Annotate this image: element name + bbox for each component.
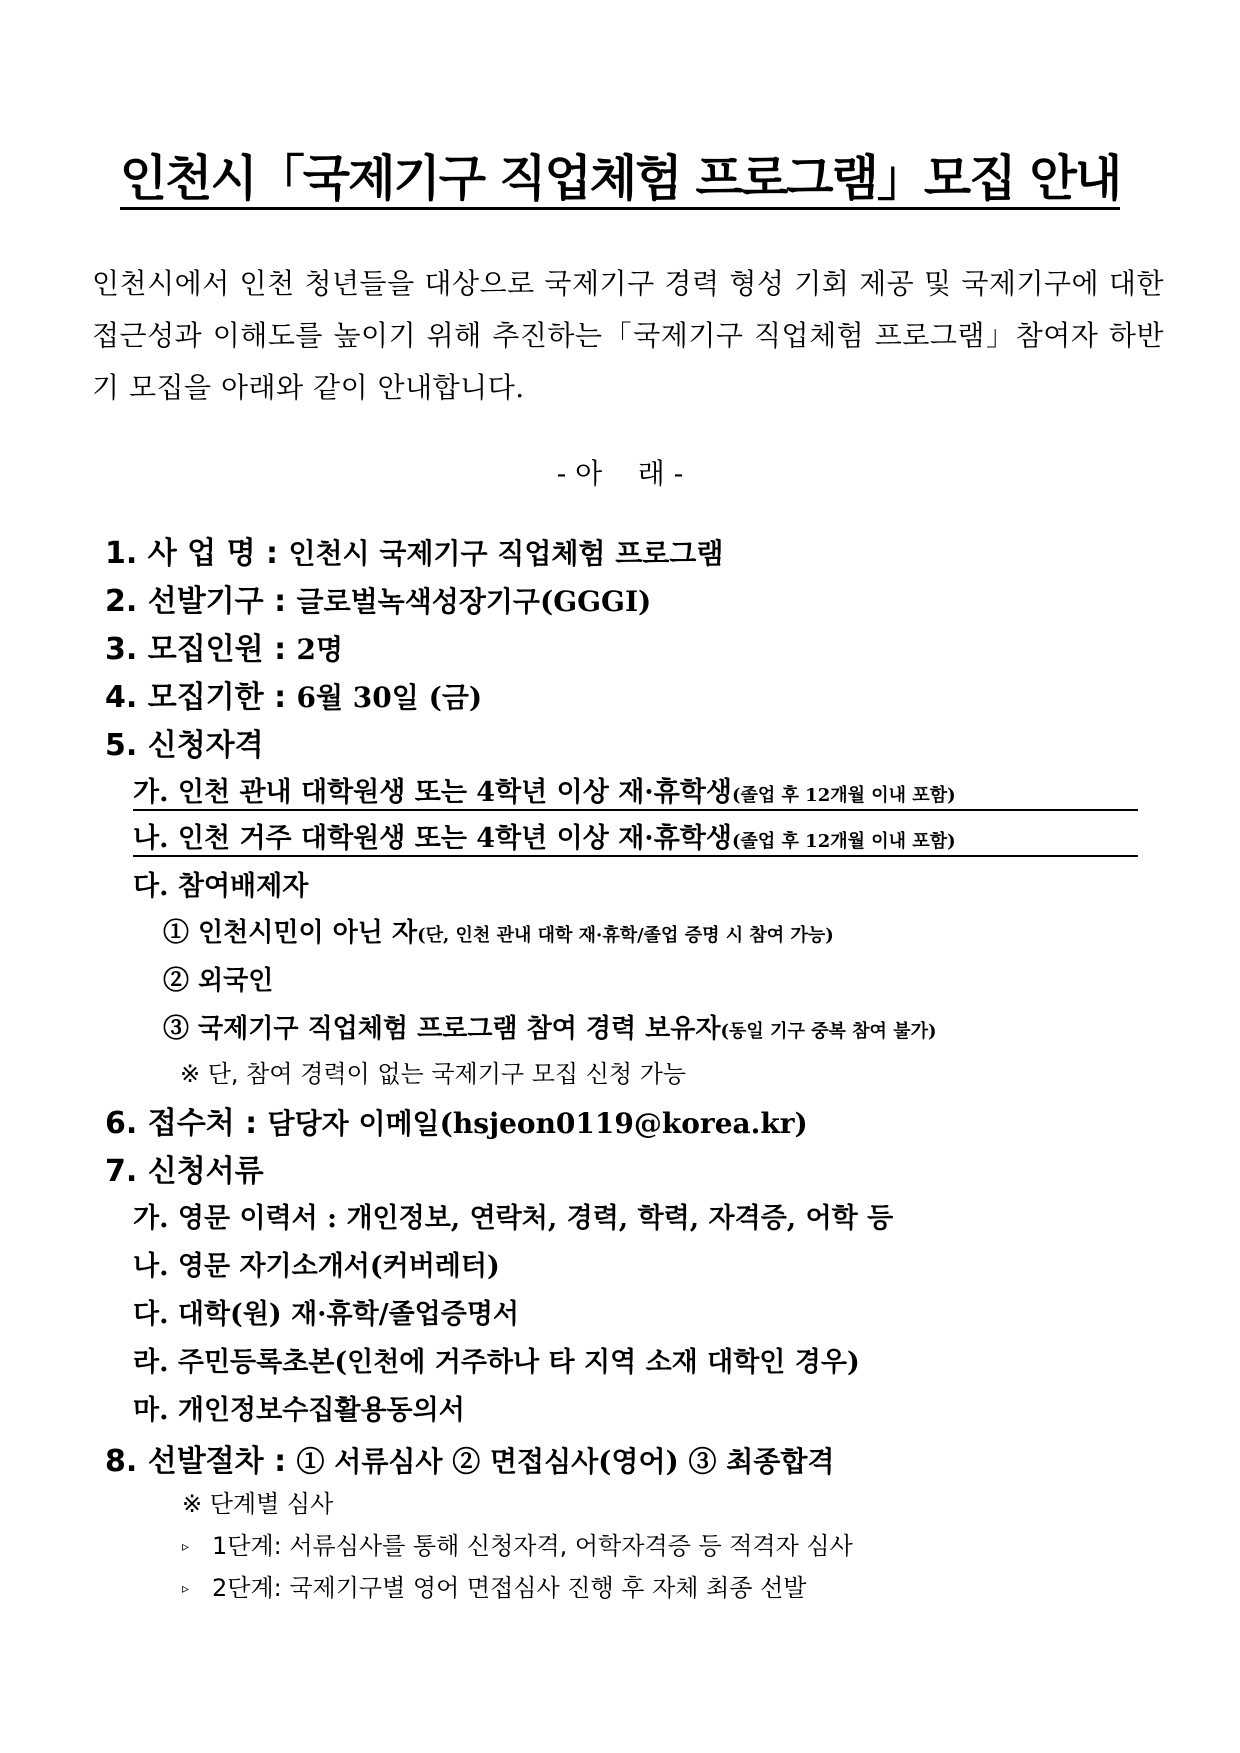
section-2-label: 2. 선발기구 : (105, 584, 297, 619)
section-3-label: 3. 모집인원 : (105, 632, 297, 667)
section-1 (105, 528, 723, 572)
section-6-label: 6. 접수처 : (105, 1106, 268, 1141)
below-heading: - 아 래 - (556, 457, 684, 490)
eligibility-ga-note: (졸업 후 12개월 이내 포함) (731, 785, 956, 806)
selection-note: ※ 단계별 심사 (182, 1490, 334, 1518)
selection-step-2 (182, 1568, 806, 1603)
section-2 (105, 576, 651, 620)
page-title-text: 인천시「국제기구 직업체험 프로그램」모집 안내 (120, 150, 1121, 210)
section-8 (105, 1436, 834, 1480)
triangle-bullet-icon: ▹ (182, 1539, 190, 1555)
section-4-value: 6월 30일 (금) (296, 681, 483, 714)
exclusion-item-1-note: (단, 인천 관내 대학 재·휴학/졸업 증명 시 참여 가능) (417, 925, 834, 946)
exclusion-item-1-text: ① 인천시민이 아닌 자 (163, 918, 418, 948)
document-item-ga: 가. 영문 이력서 : 개인정보, 연락처, 경력, 학력, 자격증, 어학 등 (133, 1203, 894, 1234)
intro-paragraph: 인천시에서 인천 청년들을 대상으로 국제기구 경력 형성 기회 제공 및 국제기구에 대한 접근성과 이해도를 높이기 위해 추진하는「국제기구 직업체험 프로그램」참여자 하반기 모집을 아래와 같이 안내합니다. (92, 267, 1164, 404)
section-6 (105, 1098, 808, 1142)
document-item-na: 나. 영문 자기소개서(커버레터) (133, 1251, 500, 1282)
section-3-value: 2명 (296, 633, 344, 666)
section-1-label: 1. 사 업 명 : (105, 536, 289, 571)
exclusion-note: ※ 단, 참여 경력이 없는 국제기구 모집 신청 가능 (180, 1060, 687, 1088)
exclusion-item-3 (163, 1008, 937, 1045)
document-item-da: 다. 대학(원) 재·휴학/졸업증명서 (133, 1299, 519, 1330)
eligibility-na-text: 나. 인천 거주 대학원생 또는 4학년 이상 재·휴학생 (133, 823, 732, 854)
exclusion-item-3-note: (동일 기구 중복 참여 불가) (720, 1021, 937, 1042)
exclusion-item-3-text: ③ 국제기구 직업체험 프로그램 참여 경력 보유자 (163, 1014, 721, 1044)
section-4-label: 4. 모집기한 : (105, 680, 297, 715)
section-1-value: 인천시 국제기구 직업체험 프로그램 (288, 537, 724, 570)
section-5-heading: 5. 신청자격 (105, 728, 264, 763)
section-6-value: 담당자 이메일(hsjeon0119@korea.kr) (267, 1107, 808, 1140)
selection-step-2-text: 2단계: 국제기구별 영어 면접심사 진행 후 자체 최종 선발 (212, 1574, 807, 1602)
section-3 (105, 624, 343, 668)
triangle-bullet-icon: ▹ (182, 1581, 190, 1597)
exclusion-item-2: ② 외국인 (163, 966, 274, 996)
eligibility-ga (133, 770, 1138, 811)
eligibility-ga-text: 가. 인천 관내 대학원생 또는 4학년 이상 재·휴학생 (133, 777, 732, 808)
section-4 (105, 672, 482, 716)
selection-step-1 (182, 1526, 853, 1561)
exclusion-item-1 (163, 912, 834, 949)
document-item-ma: 마. 개인정보수집활용동의서 (133, 1395, 465, 1426)
section-7-heading: 7. 신청서류 (105, 1154, 264, 1189)
section-8-label: 8. 선발절차 : (105, 1444, 297, 1479)
exclusion-heading: 다. 참여배제자 (133, 871, 309, 902)
page-title (40, 140, 1200, 210)
eligibility-na-note: (졸업 후 12개월 이내 포함) (731, 831, 956, 852)
section-8-value: ① 서류심사 ② 면접심사(영어) ③ 최종합격 (296, 1445, 835, 1478)
section-2-value: 글로벌녹색성장기구(GGGI) (296, 585, 652, 618)
document-item-ra: 라. 주민등록초본(인천에 거주하나 타 지역 소재 대학인 경우) (133, 1347, 860, 1378)
selection-step-1-text: 1단계: 서류심사를 통해 신청자격, 어학자격증 등 적격자 심사 (212, 1532, 853, 1560)
eligibility-na (133, 816, 1138, 857)
